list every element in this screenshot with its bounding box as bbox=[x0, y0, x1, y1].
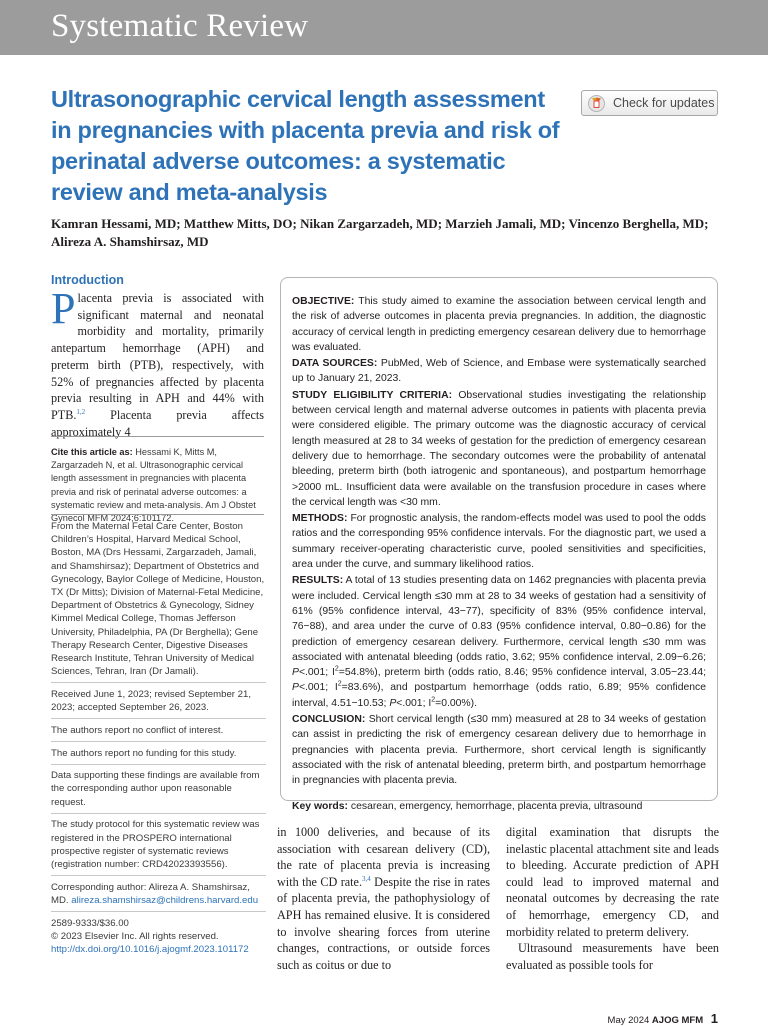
footer-date: May 2024 bbox=[607, 1015, 650, 1026]
affiliations: From the Maternal Fetal Care Center, Boston Children’s Hospital, Harvard Medical School, Boston, MA (Drs Hessami, Zargarzadeh, Jamali, and Shamshirsaz); Department of Obstetrics and Gynecology, Baylor College of Medicine, Houston, TX (Dr Mitts); Division of Maternal-Fetal Medicine, Department of Obstetrics & Gynecology, Sidney Kimmel Medical College, Thomas Jefferson University, Philadelphia, PA (Dr Berghella); Gene Therapy Research Center, Digestive Diseases Research Institute, Tehran University of Medical Sciences, Tehran, Iran (Dr Jamali). bbox=[51, 520, 266, 683]
issn: 2589-9333/$36.00 bbox=[51, 917, 129, 929]
funding-statement: The authors report no funding for this study. bbox=[51, 747, 266, 765]
crossmark-icon bbox=[588, 95, 605, 112]
cite-text: Hessami K, Mitts M, Zargarzadeh N, et al. Ultrasonographic cervical length assessment in pregnancies with placenta previa and risk of perinatal adverse outcomes: a systematic review and meta-analysis. Am J Obstet Gynecol MFM 2024;6:101172. bbox=[51, 447, 256, 524]
abstract-eligibility: STUDY ELIGIBILITY CRITERIA: Observational studies investigating the relationship between cervical length and maternal adverse outcomes in patients with placenta previa were considered eligible. The primary outcome was the diagnostic accuracy of cervical length measured at 28 to 34 weeks of gestation for the prediction of emergency cesarean delivery due to hemorrhage. The secondary outcomes were the probability of antenatal bleeding, preterm birth (both iatrogenic and spontaneous), and postpartum hemorrhage >2000 mL. Insufficient data were available on the transfusion procedure in cases where the cervical length was <30 mm. bbox=[292, 389, 706, 508]
divider bbox=[51, 514, 264, 515]
check-for-updates-label: Check for updates bbox=[613, 96, 715, 110]
section-label: Systematic Review bbox=[51, 8, 309, 44]
citation-ref[interactable]: 1,2 bbox=[76, 407, 86, 416]
introduction-paragraph: Placenta previa is associated with significant maternal and neonatal morbidity and mortality, primarily antepartum hemorrhage (APH) and preterm birth (PTB), respectively, with 52% of pregnancies affected by placenta previa resulting in APH and 44% with PTB.$^{1,2}$ Placenta previa affects approximately 4 bbox=[51, 284, 264, 439]
abstract-conclusion: CONCLUSION: Short cervical length (≤30 mm) measured at 28 to 34 weeks of gestation can assist in predicting the risk of emergency cesarean delivery due to hemorrhage in pregnancies with placenta previa. Furthermore, short cervical length is significantly associated with the risk of antenatal bleeding, preterm birth, and postpartum hemorrhage in pregnancies with placenta previa. bbox=[292, 714, 706, 787]
abstract-data-sources: DATA SOURCES: PubMed, Web of Science, and Embase were systematically searched up to January 21, 2023. bbox=[292, 358, 706, 385]
section-banner bbox=[0, 0, 768, 55]
cite-label: Cite this article as: bbox=[51, 447, 133, 457]
abstract-results: RESULTS: A total of 13 studies presenting data on 1462 pregnancies with placenta previa were included. Cervical length ≤30 mm at 28 to 34 weeks of gestation had a sensitivity of 61% (95% confidence interval, 43−77), specificity of 83% (95% confidence interval, 76−88), and area under the curve of 0.83 (95% confidence interval, 0.80−0.86) for the prediction of emergency cesarean delivery. Furthermore, cervical length ≤30 mm was associated with antenatal bleeding (odds ratio, 3.62; 95% confidence interval, 2.09−6.26; P<.001; $I^2=54.8\%$), preterm birth (odds ratio, 8.46; 95% confidence interval, 3.05−23.44; P<.001; $I^2=83.6\%$), and postpartum hemorrhage (odds ratio, 6.89; 95% confidence interval, 4.51−10.53; P<.001; $I^2=0.00\%$). bbox=[292, 575, 707, 709]
body-paragraph: Ultrasound measurements have been evaluated as possible tools for bbox=[506, 941, 719, 972]
body-column-middle bbox=[277, 824, 490, 973]
article-notes bbox=[51, 520, 266, 961]
email-link[interactable]: alireza.shamshirsaz@childrens.harvard.edu bbox=[71, 894, 259, 906]
body-paragraph: in 1000 deliveries, and because of its association with cesarean delivery (CD), the rate of placenta previa is increasing with the CD rate.$^{3,4}$ Despite the rise in rates of placenta previa, the pathophysiology of APH has remained elusive. It is considered to involve shearing forces from uterine changes, contractions, or outside forces such as coitus or due to bbox=[277, 825, 490, 972]
data-availability: Data supporting these findings are available from the corresponding author upon reasonable request. bbox=[51, 769, 266, 814]
introduction-heading: Introduction bbox=[51, 273, 124, 287]
abstract-objective: OBJECTIVE: This study aimed to examine the association between cervical length and the risk of adverse outcomes in placenta previa pregnancies. In addition, the diagnostic accuracy of cervical length in predicting emergency cesarean delivery due to hemorrhage was evaluated. bbox=[292, 296, 706, 353]
protocol-registration: The study protocol for this systematic review was registered in the PROSPERO international prospective register of systematic reviews (registration number: CRD42023393556). bbox=[51, 818, 266, 876]
citation-ref[interactable]: 3,4 bbox=[362, 874, 371, 883]
conflict-statement: The authors report no conflict of interest. bbox=[51, 724, 266, 742]
abstract-box bbox=[280, 277, 718, 812]
body-paragraph: digital examination that disrupts the inelastic placental attachment site and leads to bleeding. Accurate prediction of APH could lead to improved maternal and neonatal outcomes by decreasing the rate of hemorrhage, emergency CD, and morbidity related to preterm delivery. bbox=[506, 825, 719, 939]
publication-info bbox=[51, 917, 266, 957]
divider bbox=[51, 436, 264, 437]
abstract-keywords: Key words: cesarean, emergency, hemorrhage, placenta previa, ultrasound bbox=[292, 800, 643, 812]
copyright: © 2023 Elsevier Inc. All rights reserved. bbox=[51, 930, 219, 942]
article-title: Ultrasonographic cervical length assessment in pregnancies with placenta previa and risk of perinatal adverse outcomes: a systematic review and meta-analysis bbox=[51, 86, 560, 205]
abstract-methods: METHODS: For prognostic analysis, the random-effects model was used to pool the odds ratios and the corresponding 95% confidence intervals. For the diagnostic part, we used a summary receiver-operating characteristic curve, pooled sensitivities and specificities, area under the curve, and summary likelihood ratios. bbox=[292, 513, 706, 571]
body-column-right bbox=[506, 824, 719, 973]
corresponding-author: Corresponding author: Alireza A. Shamshirsaz, MD. alireza.shamshirsaz@childrens.harvard.edu bbox=[51, 881, 266, 912]
author-list: Kamran Hessami, MD; Matthew Mitts, DO; Nikan Zargarzadeh, MD; Marzieh Jamali, MD; Vincenzo Berghella, MD; Alireza A. Shamshirsaz, MD bbox=[51, 216, 709, 249]
page-number: 1 bbox=[710, 1011, 718, 1026]
received-dates: Received June 1, 2023; revised September 21, 2023; accepted September 26, 2023. bbox=[51, 688, 266, 719]
doi-link[interactable]: http://dx.doi.org/10.1016/j.ajogmf.2023.101172 bbox=[51, 943, 249, 955]
check-for-updates-button[interactable] bbox=[581, 90, 718, 116]
footer-journal: AJOG MFM bbox=[651, 1015, 704, 1026]
drop-cap: P bbox=[51, 284, 76, 333]
